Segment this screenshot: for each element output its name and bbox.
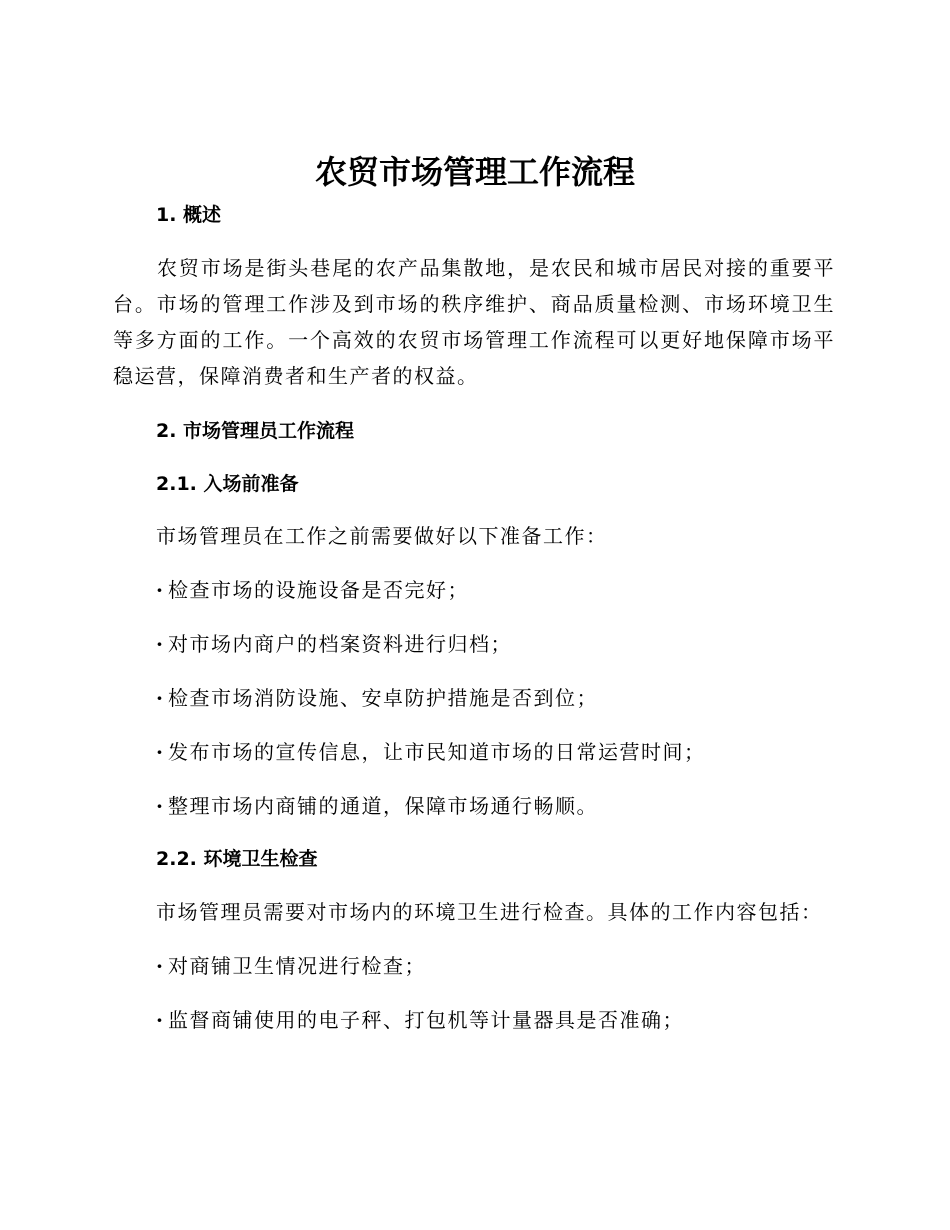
bullet-icon: · (156, 740, 165, 764)
bullet-icon: · (156, 686, 165, 710)
list-item (156, 683, 598, 713)
document-title: 农贸市场管理工作流程 (314, 153, 635, 191)
bullet-icon: · (156, 578, 165, 602)
overview-paragraph: 农贸市场是街头巷尾的农产品集散地，是农民和城市居民对接的重要平台。市场的管理工作涉及到市场的秩序维护、商品质量检测、市场环境卫生等多方面的工作。一个高效的农贸市场管理工作流程可以更好地保障市场平稳运营，保障消费者和生产者的权益。 (113, 256, 835, 388)
list-item (156, 791, 598, 821)
list-item-text: 对商铺卫生情况进行检查； (168, 954, 426, 978)
section-heading-hygiene: 2.2. 环境卫生检查 (156, 848, 318, 870)
list-item-text: 监督商铺使用的电子秤、打包机等计量器具是否准确； (168, 1008, 684, 1032)
section-heading-manager-workflow: 2. 市场管理员工作流程 (156, 420, 355, 442)
bullet-icon: · (156, 632, 165, 656)
list-item (156, 629, 512, 659)
list-item-text: 检查市场的设施设备是否完好； (168, 578, 469, 602)
list-item (156, 951, 426, 981)
list-item (156, 575, 469, 605)
section-heading-prep: 2.1. 入场前准备 (156, 473, 299, 495)
list-item (156, 737, 706, 767)
list-item-text: 整理市场内商铺的通道，保障市场通行畅顺。 (168, 794, 598, 818)
list-item-text: 对市场内商户的档案资料进行归档； (168, 632, 512, 656)
bullet-icon: · (156, 1008, 165, 1032)
prep-intro: 市场管理员在工作之前需要做好以下准备工作： (156, 524, 608, 548)
list-item (156, 1005, 684, 1035)
list-item-text: 检查市场消防设施、安卓防护措施是否到位； (168, 686, 598, 710)
bullet-icon: · (156, 794, 165, 818)
hygiene-intro: 市场管理员需要对市场内的环境卫生进行检查。具体的工作内容包括： (156, 900, 823, 924)
list-item-text: 发布市场的宣传信息，让市民知道市场的日常运营时间； (168, 740, 706, 764)
section-heading-overview: 1. 概述 (156, 204, 222, 226)
bullet-icon: · (156, 954, 165, 978)
